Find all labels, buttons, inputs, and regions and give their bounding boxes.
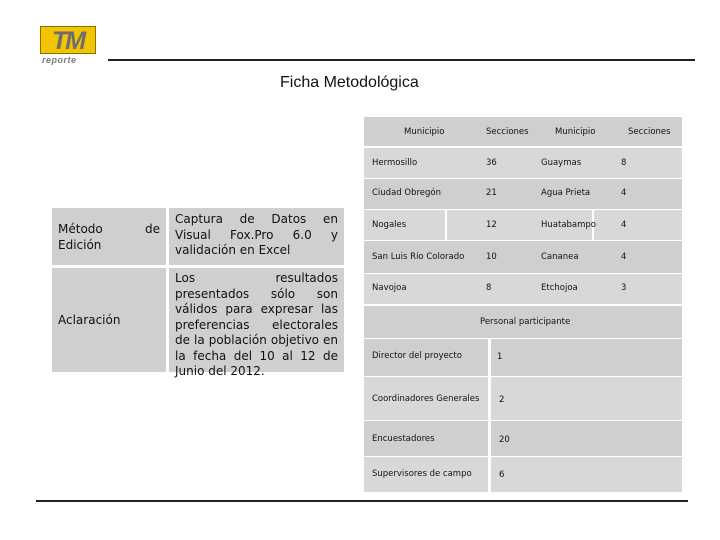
company-logo	[40, 26, 98, 66]
header-municipio-1: Municipio	[404, 127, 445, 137]
method-text: Captura de Datos en Visual Fox.Pro 6.0 y validación en Excel	[175, 212, 338, 257]
header-secciones-2: Secciones	[628, 127, 671, 137]
personal-header: Personal participante	[480, 317, 571, 327]
municipio-cell: Huatabampo	[541, 220, 597, 230]
cell-divider	[445, 210, 447, 240]
municipio-cell: Agua Prieta	[541, 188, 591, 198]
role-cell: Director del proyecto	[372, 351, 462, 361]
secciones-cell: 4	[621, 252, 627, 262]
method-label-cell	[52, 208, 166, 265]
clarification-text-cell	[169, 268, 344, 378]
method-label-line2: Edición	[58, 238, 102, 252]
clarification-label: Aclaración	[58, 313, 121, 327]
method-label: Método de	[58, 222, 160, 236]
secciones-cell: 4	[621, 188, 627, 198]
header-divider	[108, 59, 695, 61]
municipio-cell: Ciudad Obregón	[372, 188, 441, 198]
method-text-cell	[169, 208, 344, 265]
secciones-cell: 36	[486, 158, 497, 168]
municipio-cell: Navojoa	[372, 283, 407, 293]
count-cell-bg	[491, 457, 682, 492]
role-cell: Supervisores de campo	[372, 469, 472, 479]
secciones-cell: 3	[621, 283, 627, 293]
municipio-cell: San Luis Río Colorado	[372, 252, 465, 262]
footer-divider	[36, 500, 688, 502]
secciones-cell: 21	[486, 188, 497, 198]
clarification-text: Los resultados presentados sólo son válidos para expresar las preferencias electorales de la población objetivo en la fecha del 10 al 12 de Junio del 2012.	[175, 271, 338, 378]
count-cell: 1	[497, 352, 503, 362]
logo-mark-text: TM	[51, 27, 85, 55]
municipio-cell: Hermosillo	[372, 158, 418, 168]
municipio-cell: Cananea	[541, 252, 579, 262]
secciones-cell: 4	[621, 220, 627, 230]
logo-subtitle: reporte	[42, 55, 77, 65]
table-row	[364, 274, 682, 304]
count-cell: 6	[499, 470, 505, 480]
count-cell-bg	[491, 339, 682, 376]
header-secciones-1: Secciones	[486, 127, 529, 137]
clarification-label-cell	[52, 268, 166, 372]
role-cell: Encuestadores	[372, 434, 435, 444]
table-row	[364, 210, 682, 240]
municipio-cell: Guaymas	[541, 158, 582, 168]
count-cell-bg	[491, 421, 682, 456]
secciones-cell: 8	[621, 158, 627, 168]
header-municipio-2: Municipio	[555, 127, 596, 137]
secciones-cell: 12	[486, 220, 497, 230]
municipio-cell: Etchojoa	[541, 283, 578, 293]
count-cell-bg	[491, 377, 682, 420]
secciones-cell: 10	[486, 252, 497, 262]
municipio-cell: Nogales	[372, 220, 407, 230]
role-cell: Coordinadores Generales	[372, 394, 480, 404]
logo-mark	[40, 26, 96, 54]
page-title: Ficha Metodológica	[280, 74, 419, 91]
secciones-cell: 8	[486, 283, 492, 293]
count-cell: 20	[499, 435, 510, 445]
count-cell: 2	[499, 395, 505, 405]
